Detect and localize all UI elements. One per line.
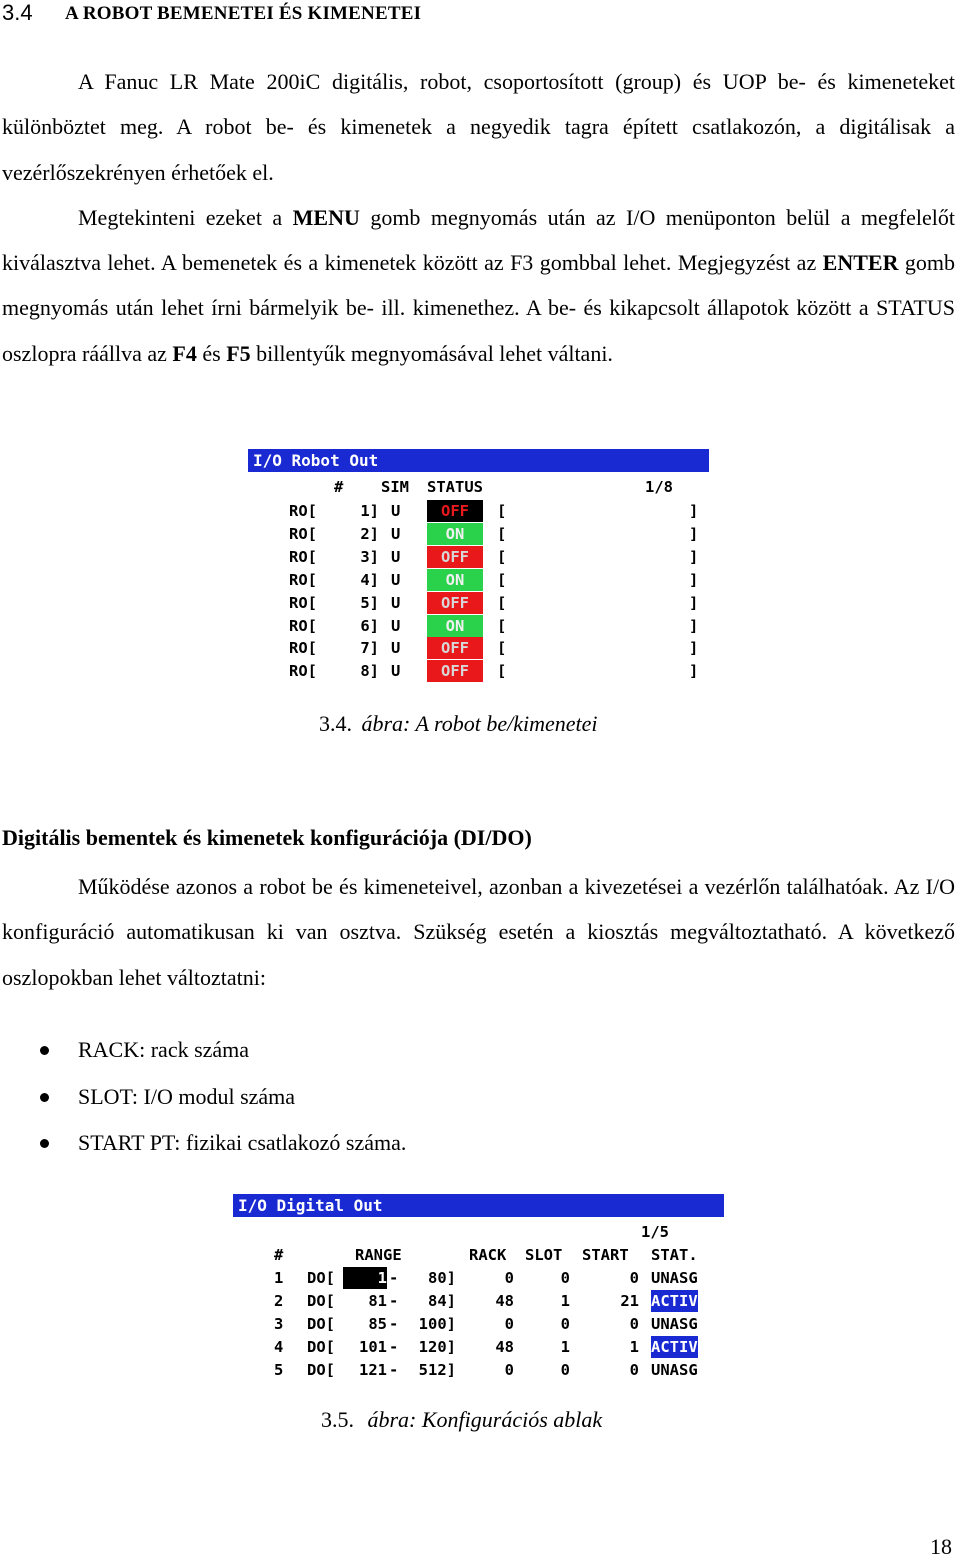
row-prefix: RO[ bbox=[289, 639, 317, 658]
range-from-cell[interactable]: 101 bbox=[359, 1337, 387, 1356]
range-to-cell[interactable]: 84] bbox=[428, 1291, 456, 1310]
range-separator: - bbox=[389, 1269, 399, 1287]
range-from-cell[interactable]: 81 bbox=[368, 1291, 387, 1310]
table-row[interactable] bbox=[248, 569, 709, 591]
table-row[interactable] bbox=[248, 615, 709, 637]
comment-open-bracket: [ bbox=[497, 593, 507, 612]
range-to-cell[interactable]: 120] bbox=[418, 1337, 456, 1356]
page-row bbox=[233, 1221, 724, 1243]
row-number: 2] bbox=[360, 524, 379, 543]
row-sim: U bbox=[391, 662, 401, 681]
text-segment: billentyűk megnyomásával lehet váltani. bbox=[250, 340, 613, 366]
rack-cell[interactable]: 48 bbox=[495, 1291, 514, 1310]
row-sim: U bbox=[391, 502, 401, 520]
row-prefix: DO[ bbox=[307, 1269, 335, 1287]
text-segment: gomb megnyomás után az I/O menüponton belül a megfelelőt kiválasztva lehet. A bemenetek és a kimenetek között az F3 gombbal lehet. Megjegyzést az bbox=[2, 204, 955, 276]
page-indicator: 1/5 bbox=[641, 1223, 669, 1241]
f5-key: F5 bbox=[226, 340, 251, 366]
slot-cell[interactable]: 1 bbox=[560, 1337, 570, 1356]
start-cell[interactable]: 0 bbox=[629, 1269, 639, 1287]
stat-cell[interactable]: UNASG bbox=[651, 1360, 698, 1379]
page-number: 18 bbox=[930, 1534, 952, 1559]
range-separator: - bbox=[389, 1360, 399, 1379]
row-prefix: RO[ bbox=[289, 570, 317, 589]
comment-open-bracket: [ bbox=[497, 502, 507, 520]
table-row[interactable] bbox=[233, 1359, 724, 1381]
row-sim: U bbox=[391, 547, 401, 566]
subsection-heading: Digitális bementek és kimenetek konfigurációja (DI/DO) bbox=[2, 825, 532, 850]
row-number: 1] bbox=[360, 502, 379, 520]
stat-cell[interactable]: ACTIV bbox=[651, 1291, 698, 1310]
col-rack: RACK bbox=[469, 1246, 507, 1264]
range-separator: - bbox=[389, 1314, 399, 1333]
section-title: A ROBOT BEMENETEI ÉS KIMENETEI bbox=[65, 3, 422, 24]
status-cell[interactable]: ON bbox=[427, 615, 483, 637]
caption-number: 3.5. bbox=[321, 1407, 354, 1432]
start-cell[interactable]: 0 bbox=[629, 1360, 639, 1379]
status-cell[interactable]: ON bbox=[427, 523, 483, 545]
comment-close-bracket: ] bbox=[689, 639, 699, 658]
io-digital-out-screen bbox=[233, 1194, 724, 1382]
col-status: STATUS bbox=[427, 478, 483, 496]
list-item-label: SLOT: I/O modul száma bbox=[78, 1083, 296, 1109]
list-item-label: START PT: fizikai csatlakozó száma. bbox=[78, 1130, 407, 1155]
comment-close-bracket: ] bbox=[689, 570, 699, 589]
row-index: 5 bbox=[274, 1360, 284, 1379]
range-to-cell[interactable]: 100] bbox=[418, 1314, 456, 1333]
comment-close-bracket: ] bbox=[689, 662, 699, 681]
enter-key: ENTER bbox=[822, 250, 899, 276]
status-cell[interactable]: OFF bbox=[427, 546, 483, 568]
table-row[interactable] bbox=[233, 1290, 724, 1312]
figure2-caption bbox=[321, 1407, 602, 1433]
col-sim: SIM bbox=[381, 478, 409, 496]
start-cell[interactable]: 21 bbox=[620, 1291, 639, 1310]
bullet-icon bbox=[40, 1093, 49, 1102]
screen-title-bar: I/O Robot Out bbox=[248, 449, 709, 472]
comment-open-bracket: [ bbox=[497, 524, 507, 543]
comment-close-bracket: ] bbox=[689, 547, 699, 566]
row-prefix: RO[ bbox=[289, 524, 317, 543]
text-segment: gomb megnyomás után lehet írni bármelyik be- ill. kimenethez. A be- és kikapcsolt állapotok között a STATUS oszlopra ráállva az bbox=[2, 250, 955, 366]
row-number: 3] bbox=[360, 547, 379, 566]
col-slot: SLOT bbox=[525, 1246, 563, 1264]
range-from-cell[interactable]: 1 bbox=[343, 1267, 387, 1289]
comment-close-bracket: ] bbox=[689, 524, 699, 543]
stat-cell[interactable]: ACTIV bbox=[651, 1337, 698, 1356]
menu-paragraph bbox=[2, 195, 955, 376]
list-item-label: RACK: rack száma bbox=[78, 1037, 250, 1062]
caption-title: ábra: Konfigurációs ablak bbox=[367, 1407, 603, 1432]
table-row[interactable] bbox=[248, 500, 709, 522]
rack-cell[interactable]: 48 bbox=[495, 1337, 514, 1356]
row-index: 2 bbox=[274, 1291, 284, 1310]
status-cell[interactable]: OFF bbox=[427, 660, 483, 682]
range-to-cell[interactable]: 512] bbox=[418, 1360, 456, 1379]
table-row[interactable] bbox=[248, 660, 709, 682]
status-cell[interactable]: OFF bbox=[427, 637, 483, 659]
menu-key: MENU bbox=[292, 204, 360, 230]
row-sim: U bbox=[391, 616, 401, 635]
comment-open-bracket: [ bbox=[497, 662, 507, 681]
caption-title: ábra: A robot be/kimenetei bbox=[361, 711, 598, 736]
range-to-cell[interactable]: 80] bbox=[428, 1269, 456, 1287]
config-paragraph: Működése azonos a robot be és kimeneteivel, azonban a kivezetései a vezérlőn találhatóak. Az I/O konfiguráció automatikusan ki van osztva. Szükség esetén a kiosztás megváltoztatható. A következő oszlopokban lehet változtatni: bbox=[2, 874, 955, 990]
page-indicator: 1/8 bbox=[645, 478, 673, 496]
table-row[interactable] bbox=[233, 1267, 724, 1289]
io-robot-out-screen bbox=[248, 449, 709, 683]
row-sim: U bbox=[391, 639, 401, 658]
range-separator: - bbox=[389, 1291, 399, 1310]
stat-cell[interactable]: UNASG bbox=[651, 1314, 698, 1333]
comment-open-bracket: [ bbox=[497, 547, 507, 566]
range-from-cell[interactable]: 85 bbox=[368, 1314, 387, 1333]
table-header bbox=[233, 1244, 724, 1266]
stat-cell[interactable]: UNASG bbox=[651, 1269, 698, 1287]
config-paragraph-block bbox=[2, 864, 955, 1000]
section-number: 3.4 bbox=[2, 0, 33, 25]
start-cell[interactable]: 1 bbox=[629, 1337, 639, 1356]
slot-cell[interactable]: 0 bbox=[560, 1360, 570, 1379]
row-prefix: RO[ bbox=[289, 547, 317, 566]
slot-cell[interactable]: 1 bbox=[560, 1291, 570, 1310]
bullet-icon bbox=[40, 1046, 49, 1055]
range-from-cell[interactable]: 121 bbox=[359, 1360, 387, 1379]
row-prefix: DO[ bbox=[307, 1360, 335, 1379]
row-prefix: RO[ bbox=[289, 593, 317, 612]
row-prefix: RO[ bbox=[289, 662, 317, 681]
table-row[interactable] bbox=[248, 592, 709, 614]
figure1-caption bbox=[319, 711, 598, 737]
comment-open-bracket: [ bbox=[497, 570, 507, 589]
row-number: 5] bbox=[360, 593, 379, 612]
intro-paragraph: A Fanuc LR Mate 200iC digitális, robot, csoportosított (group) és UOP be- és kimeneteket különböztet meg. A robot be- és kimenetek a negyedik tagra épített csatlakozón, a digitálisak a vezérlőszekrényen érhetőek el. bbox=[2, 69, 955, 185]
row-number: 4] bbox=[360, 570, 379, 589]
rack-cell[interactable]: 0 bbox=[504, 1360, 514, 1379]
comment-close-bracket: ] bbox=[689, 616, 699, 635]
row-prefix: RO[ bbox=[289, 616, 317, 635]
screen-title-bar: I/O Digital Out bbox=[233, 1194, 724, 1217]
table-row[interactable] bbox=[248, 546, 709, 568]
row-sim: U bbox=[391, 524, 401, 543]
caption-number: 3.4. bbox=[319, 711, 352, 736]
row-number: 8] bbox=[360, 662, 379, 681]
col-range: RANGE bbox=[355, 1246, 402, 1264]
row-prefix: DO[ bbox=[307, 1337, 335, 1356]
bullet-icon bbox=[40, 1139, 49, 1148]
table-row[interactable] bbox=[248, 637, 709, 659]
comment-open-bracket: [ bbox=[497, 639, 507, 658]
comment-close-bracket: ] bbox=[689, 593, 699, 612]
table-row[interactable] bbox=[233, 1313, 724, 1335]
table-header bbox=[248, 476, 709, 498]
f4-key: F4 bbox=[172, 340, 197, 366]
rack-cell[interactable]: 0 bbox=[504, 1269, 514, 1287]
text-segment: Megtekinteni ezeket a bbox=[78, 204, 293, 230]
row-number: 6] bbox=[360, 616, 379, 635]
col-start: START bbox=[582, 1246, 629, 1264]
row-number: 7] bbox=[360, 639, 379, 658]
row-index: 3 bbox=[274, 1314, 284, 1333]
row-prefix: RO[ bbox=[289, 502, 317, 520]
status-cell[interactable]: OFF bbox=[427, 500, 483, 522]
row-prefix: DO[ bbox=[307, 1314, 335, 1333]
row-index: 1 bbox=[274, 1269, 284, 1287]
intro-paragraph-block bbox=[2, 59, 955, 376]
text-segment: és bbox=[196, 340, 227, 366]
comment-close-bracket: ] bbox=[689, 502, 699, 520]
row-prefix: DO[ bbox=[307, 1291, 335, 1310]
col-hash: # bbox=[274, 1246, 284, 1264]
col-hash: # bbox=[334, 478, 344, 496]
comment-open-bracket: [ bbox=[497, 616, 507, 635]
start-cell[interactable]: 0 bbox=[629, 1314, 639, 1333]
table-row[interactable] bbox=[233, 1336, 724, 1358]
rack-cell[interactable]: 0 bbox=[504, 1314, 514, 1333]
range-separator: - bbox=[389, 1337, 399, 1356]
col-stat: STAT. bbox=[651, 1246, 698, 1264]
status-cell[interactable]: OFF bbox=[427, 592, 483, 614]
slot-cell[interactable]: 0 bbox=[560, 1269, 570, 1287]
slot-cell[interactable]: 0 bbox=[560, 1314, 570, 1333]
row-sim: U bbox=[391, 570, 401, 589]
row-sim: U bbox=[391, 593, 401, 612]
table-row[interactable] bbox=[248, 523, 709, 545]
row-index: 4 bbox=[274, 1337, 284, 1356]
status-cell[interactable]: ON bbox=[427, 569, 483, 591]
